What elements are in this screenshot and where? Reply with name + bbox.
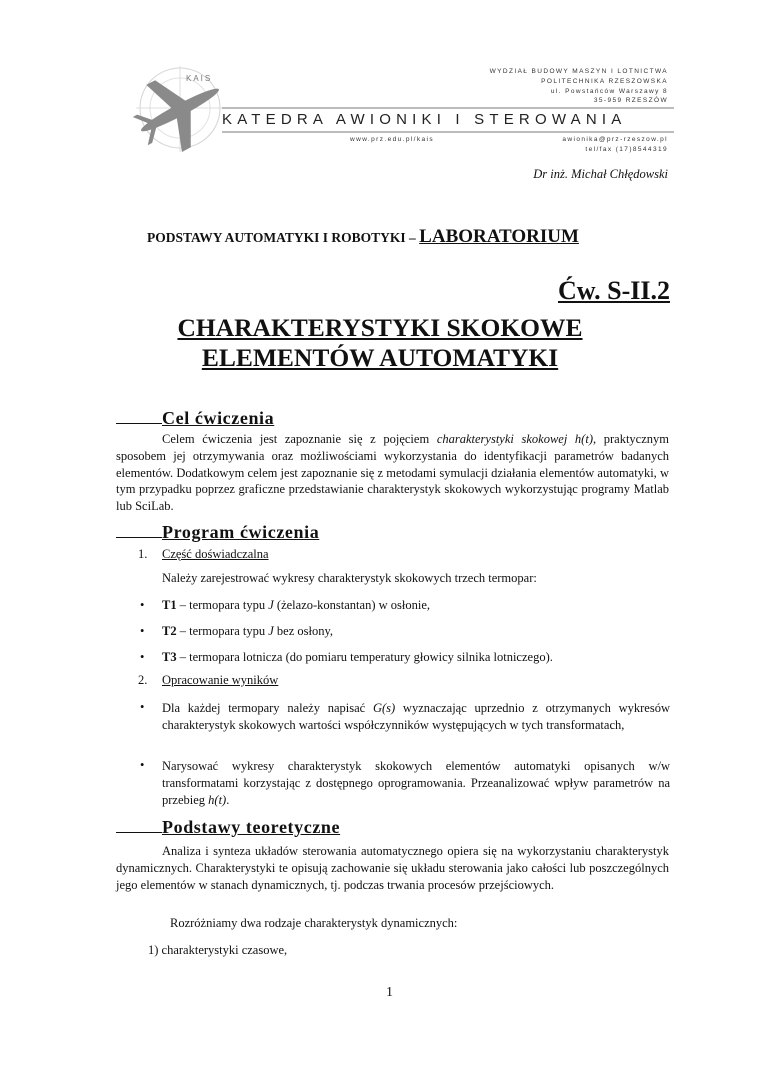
result-text-b: . [226, 792, 230, 807]
section-heading-program-text: Program ćwiczenia [162, 522, 320, 542]
item-label: T2 [162, 624, 177, 638]
section-heading-theory-text: Podstawy teoretyczne [162, 817, 341, 837]
exercise-title-line-2 [0, 343, 760, 373]
list-number-2: 2. [138, 673, 148, 687]
department-phone: tel/fax (17)8544319 [585, 146, 668, 153]
bullet-icon: • [140, 598, 145, 612]
item-text-a: – termopara lotnicza (do pomiaru temperatury głowicy silnika lotniczego). [176, 650, 553, 664]
goal-text-emphasis: charakterystyki skokowej h(t) [436, 432, 593, 446]
thermocouple-item-t2 [162, 624, 333, 639]
theory-list-item-1: 1) charakterystyki czasowe, [148, 943, 288, 957]
item-label: T1 [162, 598, 177, 612]
item-emphasis: J [268, 598, 274, 612]
institution-line-1: WYDZIAŁ BUDOWY MASZYN I LOTNICTWA [489, 68, 668, 75]
thermocouple-item-t1 [162, 598, 430, 613]
institution-line-4: 35-959 RZESZÓW [593, 97, 668, 104]
exercise-number: Ćw. S-II.2 [558, 276, 670, 305]
heading-leader-line [116, 523, 162, 538]
bullet-icon: • [140, 650, 145, 664]
bullet-icon: • [140, 700, 145, 714]
bullet-icon: • [140, 624, 145, 638]
theory-paragraph-2: Rozróżniamy dwa rodzaje charakterystyk dynamicznych: [170, 916, 458, 930]
department-email: awionika@prz-rzeszow.pl [562, 136, 668, 143]
goal-paragraph [116, 431, 669, 515]
department-website: www.prz.edu.pl/kais [350, 136, 435, 143]
heading-leader-line [116, 409, 162, 424]
item-emphasis: J [268, 624, 274, 638]
department-name: KATEDRA AWIONIKI I STEROWANIA [222, 111, 627, 128]
institution-line-2: POLITECHNIKA RZESZOWSKA [541, 78, 668, 85]
bullet-icon: • [140, 758, 145, 772]
logo-kais-text: KAIS [186, 74, 213, 83]
item-text-a: – termopara typu [176, 624, 269, 638]
exercise-title-text-1: CHARAKTERYSTYKI SKOKOWE [177, 313, 583, 342]
section-heading-goal [116, 408, 274, 429]
course-title [147, 226, 579, 248]
section-heading-program [116, 522, 319, 543]
result-emphasis: G(s) [372, 701, 396, 715]
part1-title: Część doświadczalna [162, 547, 269, 561]
result-text-a: Narysować wykresy charakterystyk skokowych elementów automatyki opisanych w/w transformatami korzystając z dostępnego oprogramowania. Przeanalizować wpływ parametrów na przebieg [162, 759, 670, 807]
part1-intro: Należy zarejestrować wykresy charakterystyk skokowych trzech termopar: [162, 571, 537, 585]
goal-text-b: , praktycznym sposobem jej otrzymywania oraz możliwościami wykorzystania do identyfikacji parametrów badanych elementów. Dodatkowym celem jest zapoznanie się z metodami symulacji działania elementów automatyki, w tym przypadku poprzez graficzne przedstawianie charakterystyk skokowych wykorzystując programy Matlab lub SciLab. [116, 432, 669, 514]
list-number-1: 1. [138, 547, 148, 561]
course-name: PODSTAWY AUTOMATYKI I ROBOTYKI – [147, 230, 420, 245]
heading-leader-line [116, 818, 162, 833]
department-logo-banner [118, 66, 674, 162]
section-heading-theory [116, 817, 340, 838]
item-text-b: bez osłony, [273, 624, 334, 638]
results-item-2 [162, 758, 670, 808]
results-item-1 [162, 700, 670, 734]
item-text-b: (żelazo-konstantan) w osłonie, [273, 598, 430, 612]
theory-paragraph: Analiza i synteza układów sterowania automatycznego opiera się na wykorzystaniu charakterystyk dynamicznych. Charakterystyki te opisują zachowanie się układu sterowania jako całości lub poszczególnych jego elementów w stanach dynamicznych, tj. podczas trwania procesów przejściowych. [116, 844, 669, 892]
result-text-b: wyznaczając uprzednio z otrzymanych wykresów charakterystyk skokowych wartości współczynników występujących w tych transformatach, [162, 701, 670, 732]
institution-line-3: ul. Powstańców Warszawy 8 [550, 88, 668, 95]
exercise-title-line-1 [0, 313, 760, 343]
result-text-a: Dla każdej termopary należy napisać [162, 701, 373, 715]
section-heading-goal-text: Cel ćwiczenia [162, 408, 275, 428]
exercise-title-text-2: ELEMENTÓW AUTOMATYKI [201, 343, 559, 372]
item-label: T3 [162, 650, 177, 664]
page-number: 1 [386, 985, 393, 1000]
author-name: Dr inż. Michał Chłędowski [533, 167, 668, 181]
course-lab-label: LABORATORIUM [419, 226, 579, 247]
result-emphasis: h(t) [208, 792, 227, 807]
part2-title: Opracowanie wyników [162, 673, 279, 687]
goal-text-a: Celem ćwiczenia jest zapoznanie się z pojęciem [162, 432, 437, 446]
thermocouple-item-t3 [162, 650, 553, 665]
item-text-a: – termopara typu [176, 598, 269, 612]
